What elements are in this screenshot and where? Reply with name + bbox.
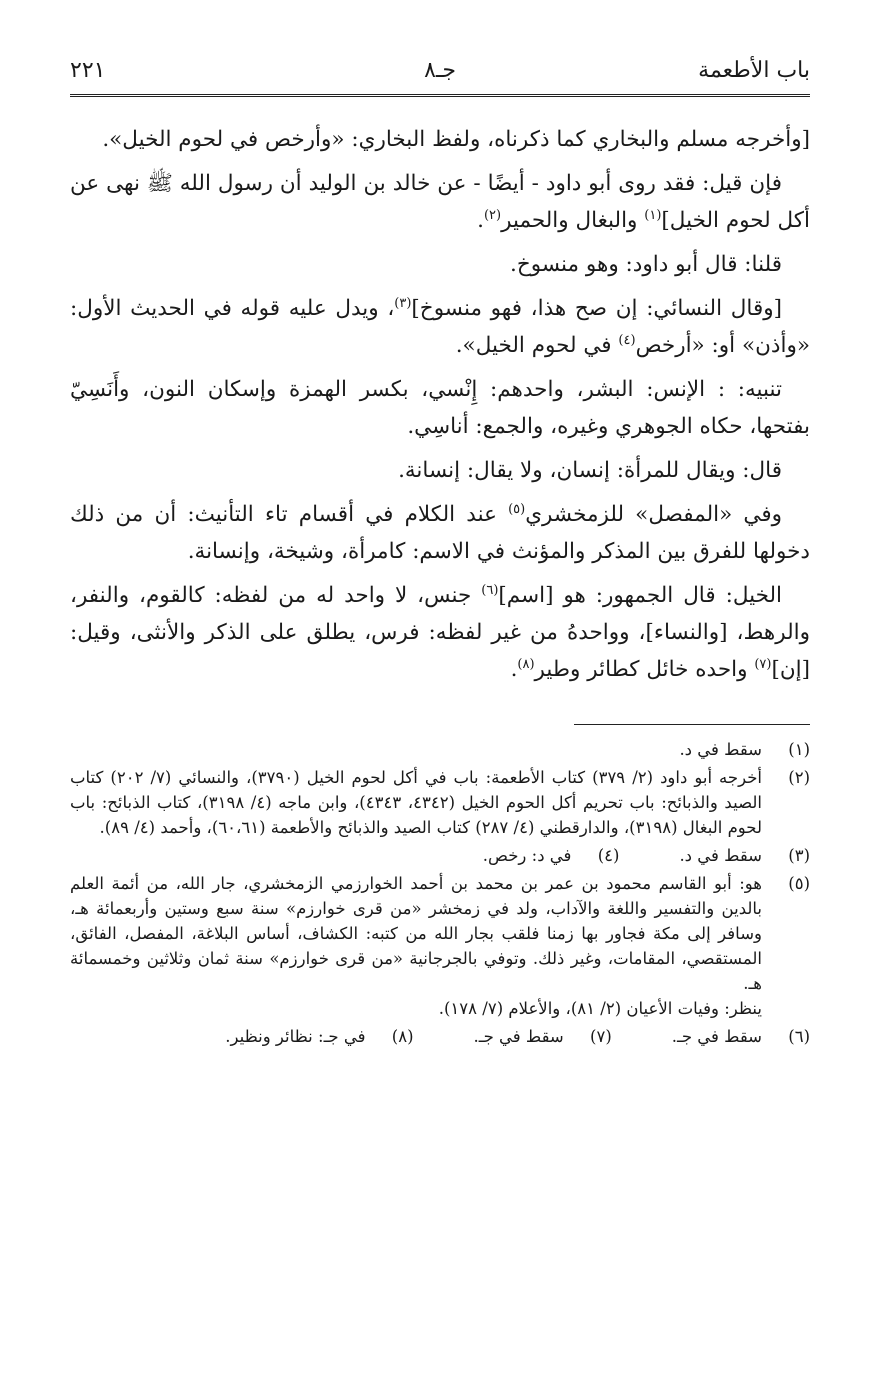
- footnote-number: (٦): [788, 1027, 810, 1046]
- book-page: [70, 52, 810, 1352]
- footnote-number: (٧): [590, 1027, 612, 1046]
- paragraph-text: وفي «المفصل» للزمخشري: [525, 502, 782, 527]
- paragraph: [70, 246, 810, 283]
- footnote-number: (٥): [788, 874, 810, 893]
- footnote-marker: (٢): [483, 207, 502, 223]
- paragraph: [70, 371, 810, 445]
- paragraph-text: والبغال والحمير: [501, 208, 645, 233]
- footnote-reference: ينظر: وفيات الأعيان (٢/ ٨١)، والأعلام (٧/ ١٧٨).: [438, 999, 762, 1018]
- footnote-number: (٨): [391, 1027, 414, 1046]
- paragraph-text: قال: ويقال للمرأة: إنسان، ولا يقال: إنسانة.: [398, 458, 782, 483]
- volume-number: جـ٨: [424, 58, 456, 83]
- footnote-text: سقط في جـ.: [473, 1027, 564, 1046]
- paragraph-text: [وأخرجه مسلم والبخاري كما ذكرناه، ولفظ البخاري: «وأرخص في لحوم الخيل».: [102, 127, 810, 152]
- paragraph: [70, 165, 810, 239]
- footnote: [70, 765, 810, 840]
- footnote-divider: [574, 724, 810, 725]
- paragraph-text: فإن قيل: فقد روى أبو داود - أيضًا - عن خالد بن الوليد أن رسول الله ﷺ نهى عن أكل لحوم الخيل]: [70, 171, 810, 233]
- footnote-text: سقط في د.: [679, 740, 762, 759]
- footnote: [679, 843, 810, 868]
- main-text: [70, 121, 810, 688]
- footnote: [483, 843, 620, 868]
- footnote-row: [70, 1024, 810, 1049]
- footnote-marker: (٨): [517, 656, 535, 672]
- paragraph: [70, 121, 810, 158]
- footnote: [70, 871, 810, 1021]
- footnote: [672, 1024, 810, 1049]
- paragraph-text: الخيل: قال الجمهور: هو [اسم]: [498, 583, 782, 608]
- paragraph: [70, 452, 810, 489]
- paragraph-text: واحده خائل كطائر وطير: [534, 657, 755, 682]
- footnote-text: هو: أبو القاسم محمود بن عمر بن محمد بن أحمد الخوارزمي الزمخشري، جار الله، من أئمة العلم بالدين والتفسير واللغة والآداب، ولد في زمخشر «من قرى خوارزم» سنة سبع وستين وأربعمائة هـ، وسافر إلى مكة فجاور بها زمنا فلقب بجار الله من كتبه: الكشاف، أساس البلاغة، المفصل، الفائق، المستقصي، المقامات، وغير ذلك. وتوفي بالجرجانية «من قرى خوارزم» سنة ثمان وثلاثين وخمسمائة هـ.: [70, 874, 762, 993]
- paragraph-text: .: [477, 208, 484, 233]
- footnote-row: [70, 843, 810, 868]
- footnote-marker: (١): [644, 207, 662, 223]
- footnote-marker: (٣): [394, 295, 412, 311]
- page-header: [70, 52, 810, 97]
- paragraph: [70, 290, 810, 364]
- page-number: ٢٢١: [70, 58, 106, 83]
- footnotes: [70, 737, 810, 1049]
- paragraph-text: عند الكلام في أقسام تاء التأنيث: أن من ذلك دخولها للفرق بين المذكر والمؤنث في الاسم: كامرأة، وشيخة، وإنسانة.: [70, 502, 810, 564]
- footnote-marker: (٧): [754, 656, 772, 672]
- footnote-marker: (٥): [508, 501, 526, 517]
- paragraph-text: ، ويدل عليه قوله في الحديث الأول: «وأذن» أو: «أرخص: [70, 296, 810, 358]
- footnote: [70, 737, 810, 762]
- footnote-number: (٤): [597, 846, 620, 865]
- paragraph: [70, 496, 810, 570]
- footnote-text: سقط في جـ.: [671, 1027, 762, 1046]
- footnote-text: في د: رخص.: [482, 846, 572, 865]
- footnote-marker: (٤): [618, 332, 636, 348]
- footnote-text: سقط في د.: [679, 846, 762, 865]
- paragraph-text: تنبيه: : الإنس: البشر، واحدهم: إِنْسي، بكسر الهمزة وإسكان النون، وأَنَسِيّ بفتحها، حكاه الجوهري وغيره، والجمع: أناسِي.: [70, 377, 810, 439]
- footnote: [474, 1024, 612, 1049]
- footnote-text: في جـ: نظائر ونظير.: [225, 1027, 366, 1046]
- paragraph-text: قلنا: قال أبو داود: وهو منسوخ.: [510, 252, 782, 277]
- paragraph-text: في لحوم الخيل».: [455, 333, 619, 358]
- footnote: [225, 1024, 413, 1049]
- paragraph-text: جنس، لا واحد له من لفظه: كالقوم، والنفر، والرهط، [والنساء]، وواحدهُ من غير لفظه: فرس، يطلق على الذكر والأنثى، وقيل: [إن]: [70, 583, 810, 682]
- footnote-number: (٢): [788, 768, 810, 787]
- footnote-number: (٣): [788, 846, 810, 865]
- paragraph-text: .: [510, 657, 518, 682]
- section-title: باب الأطعمة: [698, 58, 810, 83]
- paragraph-text: [وقال النسائي: إن صح هذا، فهو منسوخ]: [411, 296, 782, 321]
- footnote-text: أخرجه أبو داود (٢/ ٣٧٩) كتاب الأطعمة: باب في أكل لحوم الخيل (٣٧٩٠)، والنسائي (٧/ ٢٠٢) كتاب الصيد والذبائح: باب تحريم أكل الحوم الخيل (٤٣٤٢، ٤٣٤٣)، وابن ماجه (٤/ ٣١٩٨)، كتاب الذبائح: باب لحوم البغال (٣١٩٨)، والدارقطني (٤/ ٢٨٧) كتاب الصيد والذبائح والأطعمة (٦٠،٦١)، وأحمد (٤/ ٨٩).: [70, 768, 762, 837]
- footnote-body: [70, 871, 762, 1021]
- footnote-marker: (٦): [481, 582, 499, 598]
- footnote-number: (١): [788, 740, 810, 759]
- paragraph: [70, 577, 810, 688]
